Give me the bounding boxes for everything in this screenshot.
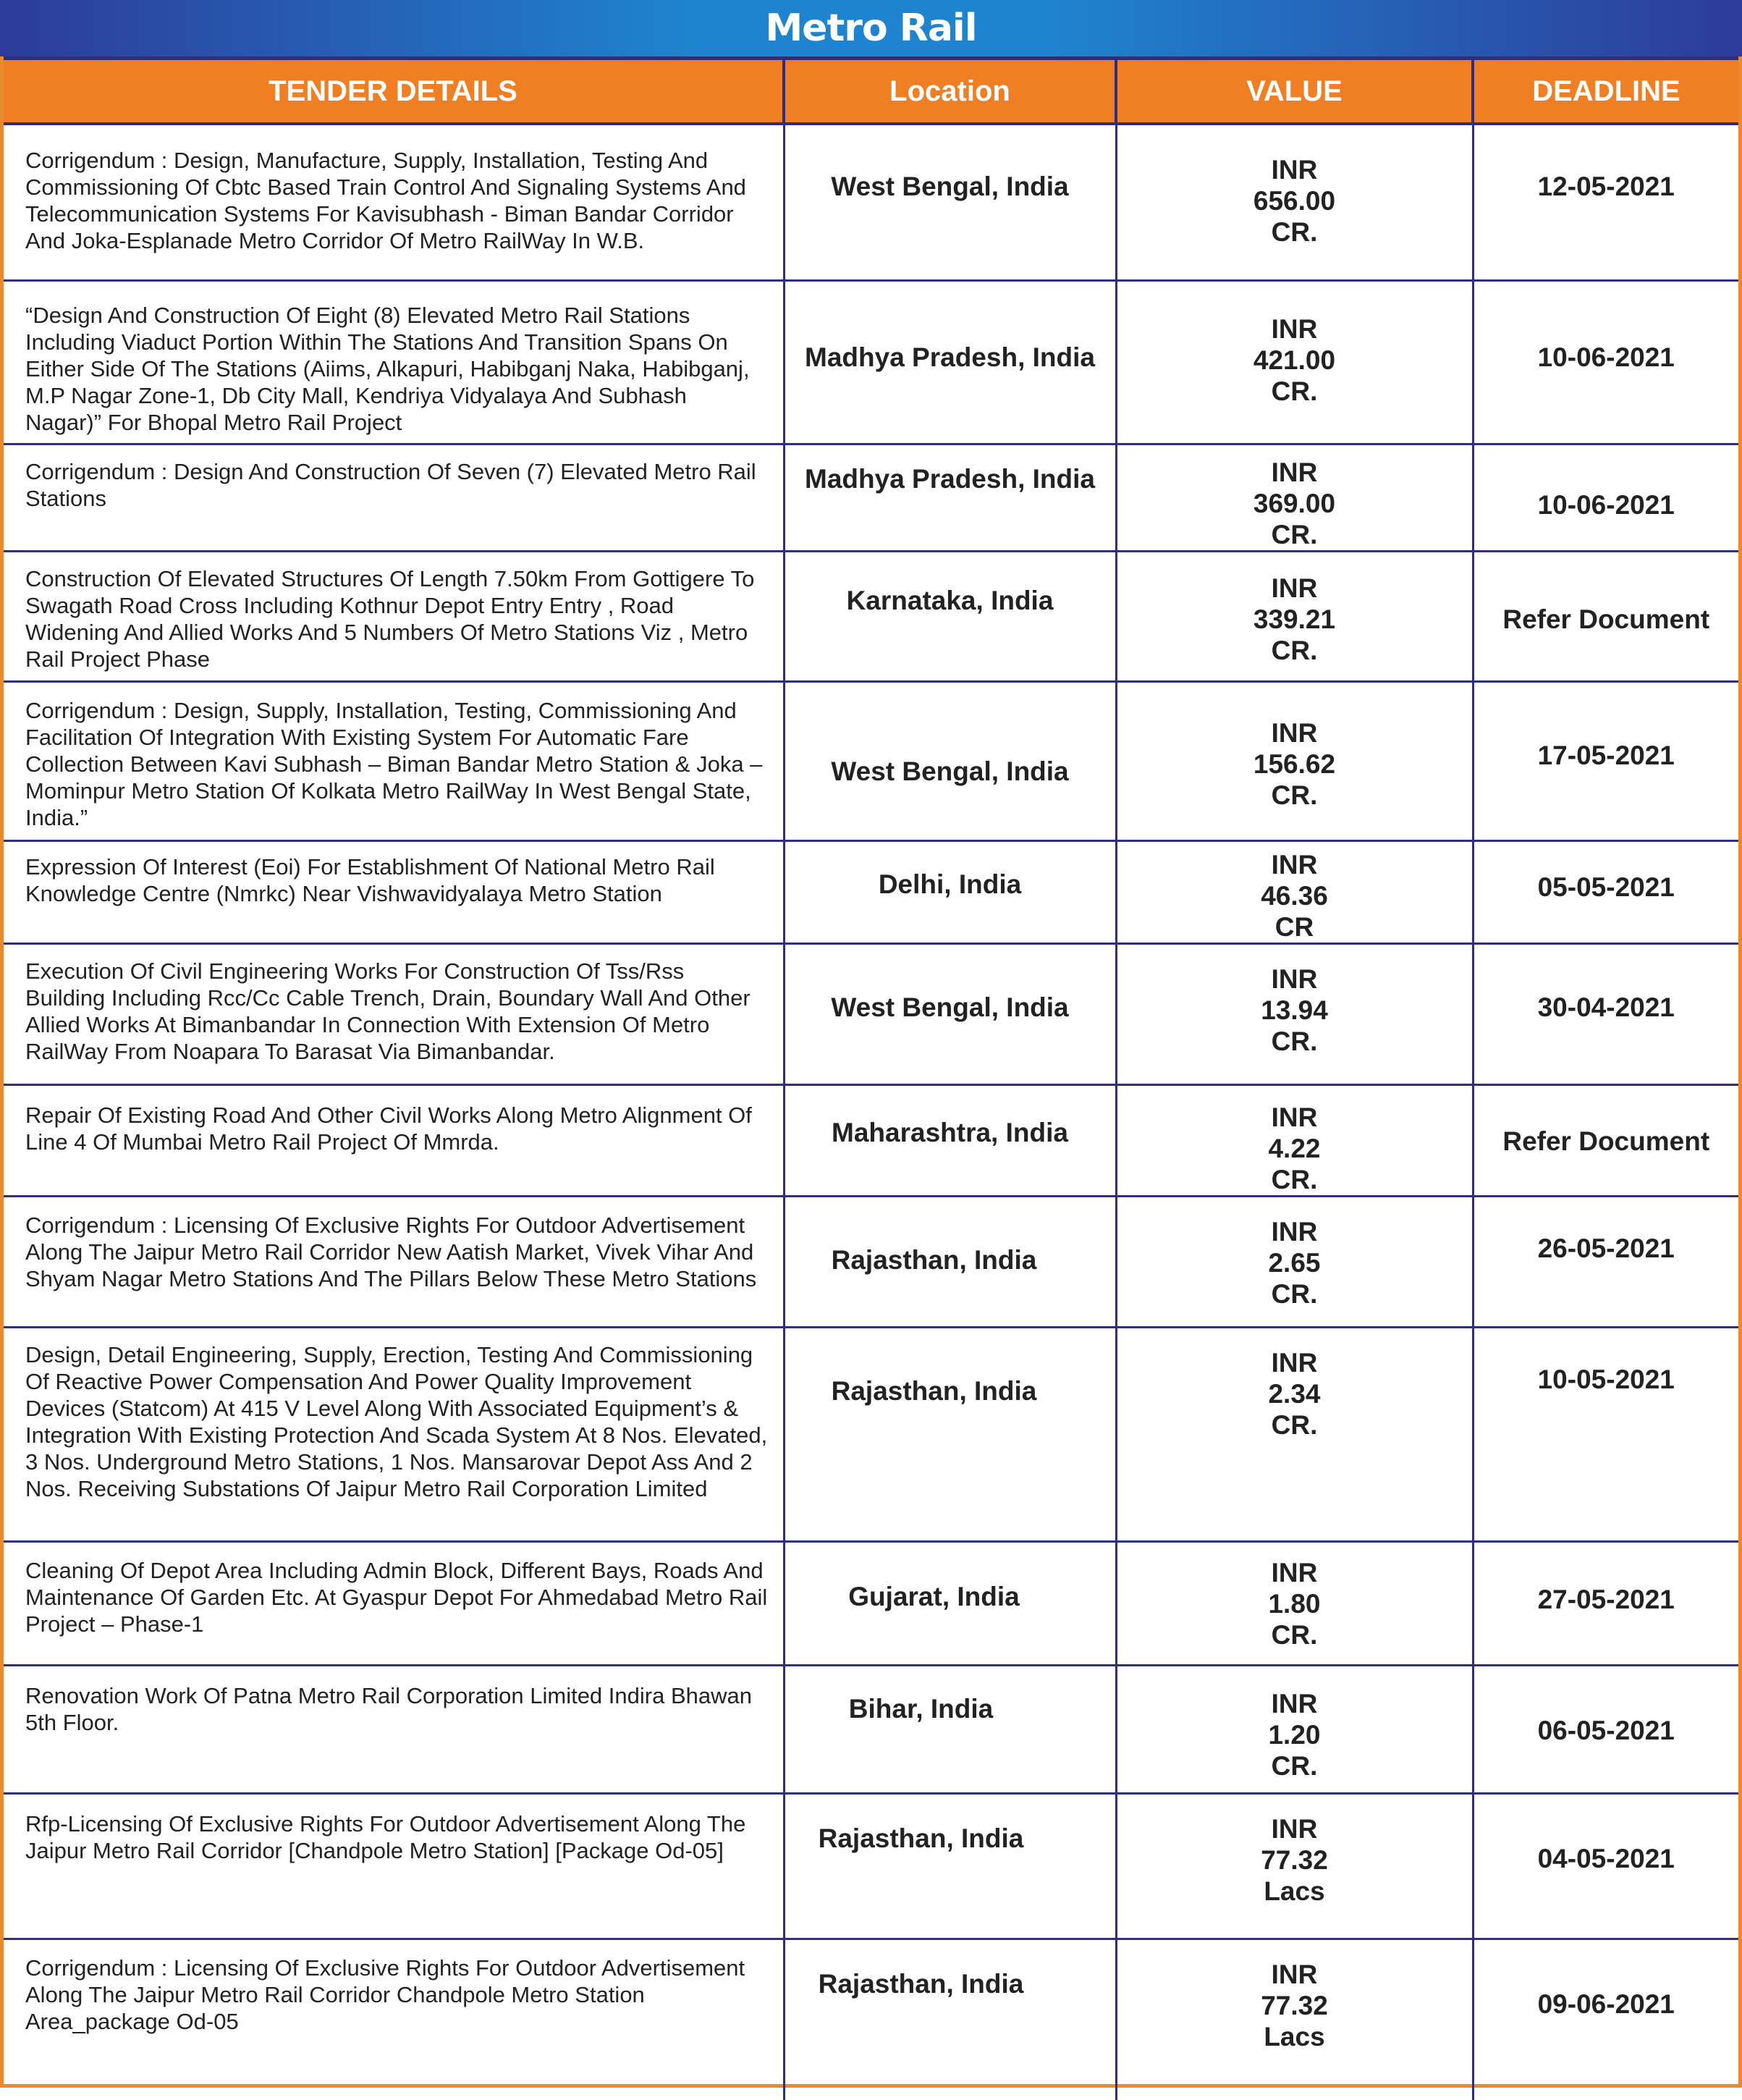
value-unit: CR. (1271, 1164, 1318, 1194)
value-currency: INR (1271, 1216, 1318, 1247)
header-location: Location (784, 59, 1116, 125)
tender-details-text: Corrigendum : Design, Manufacture, Supply, Installation, Testing And Commissioning Of Cbtc Based Train Control And Signaling Systems And Telecommunication Systems For Kavisubhash - Biman Bandar Corridor And Joka-Esplanade Metro Corridor Of Metro RailWay In W.B. (25, 148, 746, 253)
tender-details-cell (4, 1793, 784, 1939)
value-currency: INR (1271, 1688, 1318, 1719)
value-amount: 156.62 (1253, 749, 1336, 779)
tender-details-cell (4, 280, 784, 444)
table-row (4, 1665, 1738, 1793)
value-text (1117, 1086, 1472, 1195)
tender-details-cell (4, 124, 784, 280)
value-unit: Lacs (1264, 2021, 1325, 2051)
value-unit: CR. (1271, 376, 1318, 406)
tender-details-text: Corrigendum : Licensing Of Exclusive Rights For Outdoor Advertisement Along The Jaipur Metro Rail Corridor Chandpole Metro Station Area_package Od-05 (25, 1954, 745, 2034)
location-text: Delhi, India (878, 869, 1022, 899)
value-currency: INR (1271, 457, 1318, 487)
deadline-cell (1473, 1541, 1738, 1665)
tender-details-text: Corrigendum : Licensing Of Exclusive Rights For Outdoor Advertisement Along The Jaipur Metro Rail Corridor New Aatish Market, Vivek Vihar And Shyam Nagar Metro Stations And The Pillars Below These Metro Stations (25, 1212, 757, 1291)
deadline-cell (1473, 1327, 1738, 1541)
value-unit: CR. (1271, 217, 1318, 247)
header-deadline: DEADLINE (1473, 59, 1738, 125)
value-amount: 369.00 (1253, 488, 1336, 518)
deadline-text: 30-04-2021 (1537, 992, 1675, 1022)
value-unit: CR. (1271, 1026, 1318, 1056)
value-text (1117, 282, 1472, 407)
tender-table-frame (0, 56, 1742, 2088)
location-text: Madhya Pradesh, India (805, 463, 1095, 494)
page-title: Metro Rail (765, 7, 977, 50)
value-cell (1116, 444, 1473, 551)
value-currency: INR (1271, 1959, 1318, 1989)
value-cell (1116, 1327, 1473, 1541)
deadline-text: 10-05-2021 (1537, 1364, 1675, 1394)
value-amount: 13.94 (1261, 995, 1328, 1025)
deadline-cell (1473, 840, 1738, 943)
value-unit: CR. (1271, 1750, 1318, 1781)
table-row (4, 1196, 1738, 1327)
tender-details-text: Design, Detail Engineering, Supply, Erection, Testing And Commissioning Of Reactive Power Compensation And Power Quality Improvement Devices (Statcom) At 415 V Level Along With Associated Equipment’s & Integration With Existing Protection And Scada System At 8 Nos. Elevated, 3 Nos. Underground Metro Stations, 1 Nos. Mansarovar Depot Ass And 2 Nos. Receiving Substations Of Jaipur Metro Rail Corporation Limited (25, 1341, 768, 1501)
location-text: Rajasthan, India (818, 1968, 1024, 1999)
value-cell (1116, 1196, 1473, 1327)
tender-details-text: Construction Of Elevated Structures Of Length 7.50km From Gottigere To Swagath Road Cross Including Kothnur Depot Entry Entry , Road Widening And Allied Works And 5 Numbers Of Metro Stations Viz , Metro Rail Project Phase (25, 565, 755, 672)
value-amount: 77.32 (1261, 1990, 1328, 2020)
location-cell (784, 1084, 1116, 1196)
value-amount: 656.00 (1253, 186, 1336, 216)
value-amount: 2.65 (1268, 1247, 1321, 1278)
location-text: Karnataka, India (846, 585, 1054, 615)
table-row (4, 943, 1738, 1084)
value-unit: CR. (1271, 1619, 1318, 1650)
value-currency: INR (1271, 573, 1318, 603)
table-body (4, 124, 1738, 2100)
table-row (4, 1793, 1738, 1939)
tender-details-cell (4, 444, 784, 551)
value-currency: INR (1271, 313, 1318, 344)
value-cell (1116, 840, 1473, 943)
location-text: Gujarat, India (848, 1581, 1020, 1611)
tender-details-cell (4, 1665, 784, 1793)
location-cell (784, 1327, 1116, 1541)
table-row (4, 444, 1738, 551)
location-cell (784, 943, 1116, 1084)
value-text (1117, 945, 1472, 1057)
value-text (1117, 1328, 1472, 1441)
location-cell (784, 444, 1116, 551)
deadline-text: 26-05-2021 (1537, 1233, 1675, 1263)
tender-details-text: Rfp-Licensing Of Exclusive Rights For Outdoor Advertisement Along The Jaipur Metro Rail Corridor [Chandpole Metro Station] [Package Od-05] (25, 1810, 746, 1863)
location-text: West Bengal, India (831, 172, 1069, 201)
location-text: Bihar, India (848, 1693, 994, 1724)
value-currency: INR (1271, 1347, 1318, 1378)
table-row (4, 1939, 1738, 2100)
value-unit: CR. (1271, 635, 1318, 665)
location-cell (784, 1939, 1116, 2100)
value-cell (1116, 1939, 1473, 2100)
value-amount: 1.20 (1268, 1719, 1321, 1750)
tender-details-text: Repair Of Existing Road And Other Civil Works Along Metro Alignment Of Line 4 Of Mumbai Metro Rail Project Of Mmrda. (25, 1102, 752, 1155)
deadline-cell (1473, 1084, 1738, 1196)
tender-details-text: Renovation Work Of Patna Metro Rail Corporation Limited Indira Bhawan 5th Floor. (25, 1682, 752, 1735)
location-cell (784, 1541, 1116, 1665)
table-row (4, 681, 1738, 840)
value-cell (1116, 1793, 1473, 1939)
tender-details-text: “Design And Construction Of Eight (8) Elevated Metro Rail Stations Including Viaduct Portion Within The Stations And Transition Spans On Either Side Of The Stations (Aiims, Alkapuri, Habibganj Naka, Habibganj, M.P Nagar Zone-1, Db City Mall, Kendriya Vidyalaya And Subhash Nagar)” For Bhopal Metro Rail Project (25, 302, 750, 435)
deadline-text: 27-05-2021 (1537, 1584, 1675, 1614)
value-amount: 2.34 (1268, 1378, 1321, 1409)
tender-details-cell (4, 681, 784, 840)
location-cell (784, 1665, 1116, 1793)
value-cell (1116, 1665, 1473, 1793)
value-currency: INR (1271, 1813, 1318, 1844)
tender-details-cell (4, 1327, 784, 1541)
value-currency: INR (1271, 849, 1318, 880)
deadline-cell (1473, 1665, 1738, 1793)
value-amount: 1.80 (1268, 1588, 1321, 1619)
location-cell (784, 681, 1116, 840)
tender-details-text: Cleaning Of Depot Area Including Admin Block, Different Bays, Roads And Maintenance Of Garden Etc. At Gyaspur Depot For Ahmedabad Metro Rail Project – Phase-1 (25, 1557, 768, 1637)
value-currency: INR (1271, 155, 1318, 185)
tender-details-text: Corrigendum : Design, Supply, Installation, Testing, Commissioning And Facilitation Of Integration With Existing System For Automatic Fare Collection Between Kavi Subhash – Biman Bandar Metro Station & Joka – Mominpur Metro Station Of Kolkata Metro RailWay In West Bengal State, India.” (25, 697, 763, 830)
value-cell (1116, 1541, 1473, 1665)
value-text (1117, 445, 1472, 550)
location-cell (784, 280, 1116, 444)
value-cell (1116, 681, 1473, 840)
deadline-text: 12-05-2021 (1537, 172, 1675, 201)
tender-details-text: Corrigendum : Design And Construction Of Seven (7) Elevated Metro Rail Stations (25, 458, 756, 511)
table-row (4, 280, 1738, 444)
value-cell (1116, 1084, 1473, 1196)
tender-details-cell (4, 943, 784, 1084)
location-text: Rajasthan, India (818, 1823, 1024, 1853)
table-header-row (4, 59, 1738, 125)
value-text (1117, 1795, 1472, 1907)
location-text: Rajasthan, India (831, 1375, 1037, 1406)
tender-details-cell (4, 1541, 784, 1665)
header-value: VALUE (1116, 59, 1473, 125)
value-text (1117, 125, 1472, 248)
deadline-cell (1473, 444, 1738, 551)
value-unit: Lacs (1264, 1876, 1325, 1906)
location-text: Maharashtra, India (832, 1117, 1068, 1147)
deadline-text: 06-05-2021 (1537, 1715, 1675, 1745)
location-text: Rajasthan, India (831, 1244, 1037, 1275)
value-cell (1116, 943, 1473, 1084)
location-cell (784, 551, 1116, 681)
value-cell (1116, 551, 1473, 681)
value-text (1117, 842, 1472, 943)
deadline-text: Refer Document (1502, 604, 1710, 634)
value-currency: INR (1271, 1557, 1318, 1587)
value-text (1117, 1666, 1472, 1781)
deadline-text: 05-05-2021 (1537, 872, 1675, 902)
tender-details-text: Execution Of Civil Engineering Works For Construction Of Tss/Rss Building Including Rcc/Cc Cable Trench, Drain, Boundary Wall And Other Allied Works At Bimanbandar In Connection With Extension Of Metro RailWay From Noapara To Barasat Via Bimanbandar. (25, 958, 751, 1064)
tender-details-cell (4, 1084, 784, 1196)
deadline-cell (1473, 280, 1738, 444)
tender-details-cell (4, 840, 784, 943)
deadline-cell (1473, 943, 1738, 1084)
deadline-cell (1473, 551, 1738, 681)
tender-table (4, 56, 1738, 2100)
deadline-cell (1473, 1196, 1738, 1327)
value-amount: 339.21 (1253, 604, 1336, 634)
tender-details-text: Expression Of Interest (Eoi) For Establishment Of National Metro Rail Knowledge Centre (Nmrkc) Near Vishwavidyalaya Metro Station (25, 853, 715, 906)
deadline-cell (1473, 124, 1738, 280)
value-amount: 46.36 (1261, 880, 1328, 911)
header-tender-details: TENDER DETAILS (4, 59, 784, 125)
deadline-text: Refer Document (1502, 1126, 1710, 1156)
value-unit: CR. (1271, 519, 1318, 549)
deadline-cell (1473, 1939, 1738, 2100)
deadline-text: 09-06-2021 (1537, 1989, 1675, 2019)
value-text (1117, 1940, 1472, 2052)
location-cell (784, 1196, 1116, 1327)
title-banner (0, 0, 1742, 56)
location-text: West Bengal, India (831, 756, 1069, 786)
value-amount: 421.00 (1253, 345, 1336, 375)
location-text: West Bengal, India (831, 992, 1069, 1022)
deadline-text: 17-05-2021 (1537, 740, 1675, 770)
value-unit: CR. (1271, 1278, 1318, 1309)
value-currency: INR (1271, 717, 1318, 748)
value-text (1117, 552, 1472, 666)
value-unit: CR. (1271, 1409, 1318, 1440)
deadline-text: 10-06-2021 (1537, 489, 1675, 520)
table-row (4, 1084, 1738, 1196)
location-cell (784, 124, 1116, 280)
location-cell (784, 840, 1116, 943)
table-row (4, 840, 1738, 943)
value-text (1117, 1543, 1472, 1650)
tender-details-cell (4, 551, 784, 681)
location-text: Madhya Pradesh, India (805, 342, 1095, 372)
deadline-cell (1473, 681, 1738, 840)
value-unit: CR (1274, 911, 1314, 942)
value-text (1117, 1197, 1472, 1310)
value-amount: 4.22 (1268, 1133, 1321, 1163)
table-row (4, 124, 1738, 280)
value-unit: CR. (1271, 780, 1318, 810)
value-cell (1116, 124, 1473, 280)
value-cell (1116, 280, 1473, 444)
deadline-text: 04-05-2021 (1537, 1843, 1675, 1873)
value-amount: 77.32 (1261, 1844, 1328, 1875)
tender-details-cell (4, 1196, 784, 1327)
deadline-text: 10-06-2021 (1537, 342, 1675, 372)
deadline-cell (1473, 1793, 1738, 1939)
location-cell (784, 1793, 1116, 1939)
table-row (4, 551, 1738, 681)
tender-details-cell (4, 1939, 784, 2100)
table-row (4, 1541, 1738, 1665)
value-currency: INR (1271, 1102, 1318, 1132)
table-row (4, 1327, 1738, 1541)
value-currency: INR (1271, 963, 1318, 994)
value-text (1117, 683, 1472, 811)
